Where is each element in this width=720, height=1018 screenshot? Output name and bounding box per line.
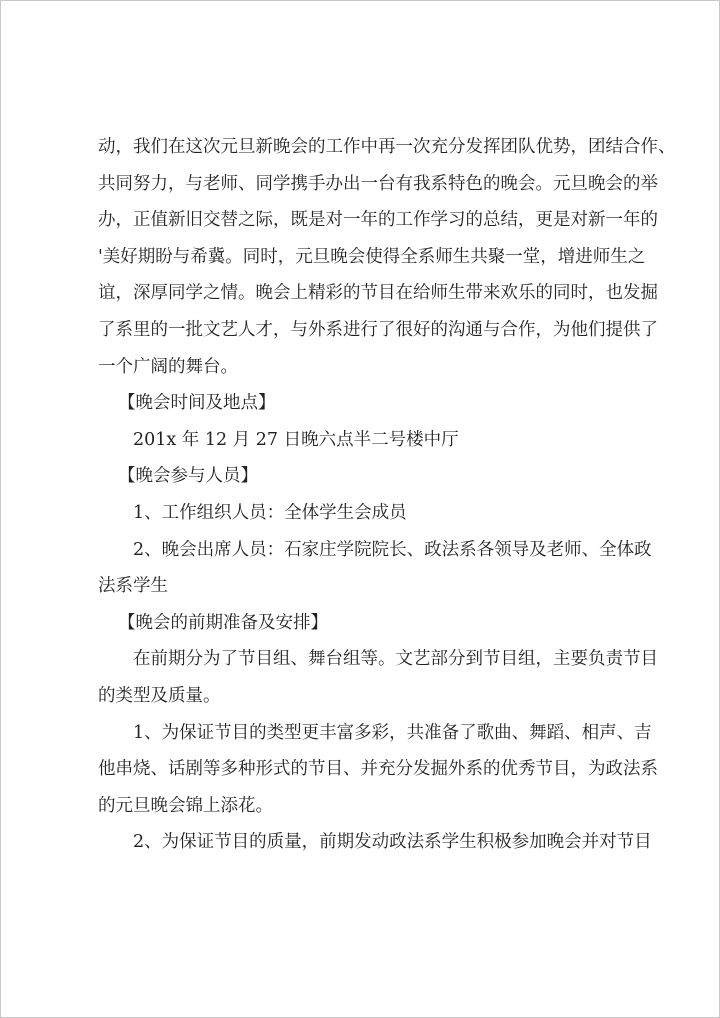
heading-participants: 【晚会参与人员】 <box>118 466 258 487</box>
participants-item-1: 1、工作组织人员：全体学生会成员 <box>133 502 407 523</box>
text-line: 一个广阔的舞台。 <box>98 356 238 377</box>
paragraph-summary <box>98 129 676 385</box>
heading-preparation: 【晚会的前期准备及安排】 <box>118 612 328 633</box>
time-place-text: 201x 年 12 月 27 日晚六点半二号楼中厅 <box>133 429 459 450</box>
text-line: 了系里的一批文艺人才，与外系进行了很好的沟通与合作，为他们提供了 <box>98 319 658 340</box>
preparation-intro: 在前期分为了节目组、舞台组等。文艺部分到节目组，主要负责节目 的类型及质量。 <box>98 649 658 706</box>
text-line: 办，正值新旧交替之际，既是对一年的工作学习的总结，更是对新一年的 <box>98 210 658 231</box>
text-line: 共同努力，与老师、同学携手办出一台有我系特色的晚会。元旦晚会的举 <box>98 173 658 194</box>
heading-time-place: 【晚会时间及地点】 <box>118 393 276 414</box>
preparation-item-1: 1、为保证节目的类型更丰富多彩，共准备了歌曲、舞蹈、相声、吉 他串烧、话剧等多种形式的节目、并充分发掘外系的优秀节目，为政法系 的元旦晚会锦上添花。 <box>98 722 658 816</box>
preparation-item-2: 2、为保证节目的质量，前期发动政法系学生积极参加晚会并对节目 <box>133 832 652 853</box>
document-body <box>98 129 676 861</box>
text-line: 谊，深厚同学之情。晚会上精彩的节目在给师生带来欢乐的同时，也发掘 <box>98 283 658 304</box>
text-line: '美好期盼与希冀。同时，元旦晚会使得全系师生共聚一堂，增进师生之 <box>98 246 646 267</box>
text-line: 动，我们在这次元旦新晚会的工作中再一次充分发挥团队优势，团结合作、 <box>98 137 676 157</box>
participants-item-2: 2、晚会出席人员：石家庄学院院长、政法系各领导及老师、全体政 法系学生 <box>98 539 652 597</box>
